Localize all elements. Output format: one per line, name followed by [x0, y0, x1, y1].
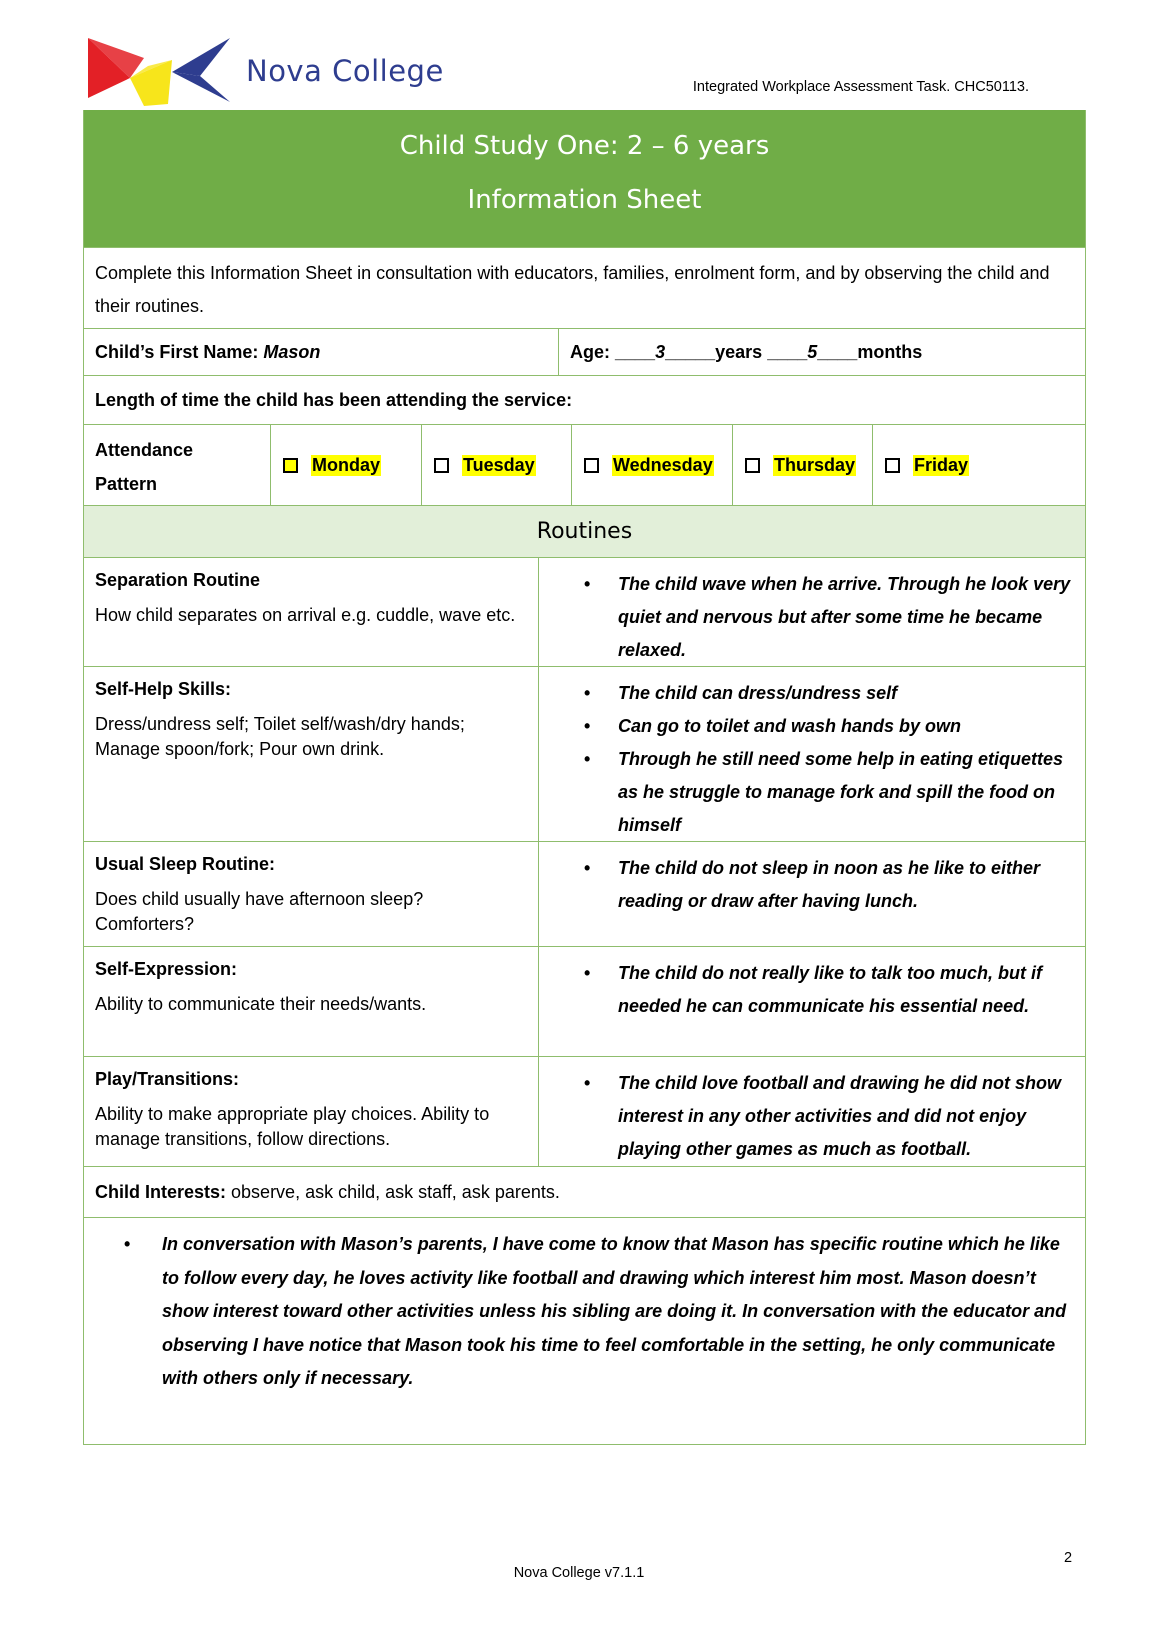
child-name-cell: [84, 329, 558, 375]
age-label: Age:: [570, 342, 610, 362]
answer-item: • The child love football and drawing he did not show interest in any other activities and did not enjoy playing other games as much as football.: [584, 1067, 1073, 1166]
information-sheet: [83, 110, 1086, 1445]
routine-row-self-expression: [84, 946, 1085, 1056]
months-label: months: [857, 342, 923, 362]
age-cell: Age: ____3_____years ____5____months: [558, 329, 1085, 375]
bullet-icon: •: [584, 683, 591, 703]
answer-item: • The child can dress/undress self: [584, 677, 1073, 710]
answer-item: • Through he still need some help in eating etiquettes as he struggle to manage fork and spill the food on himself: [584, 743, 1073, 842]
checkbox-icon[interactable]: [745, 458, 760, 473]
routine-row-separation: [84, 557, 1085, 666]
day-label: Friday: [914, 454, 969, 475]
title-banner: [84, 110, 1085, 247]
length-label: Length of time the child has been attending the service:: [95, 390, 573, 410]
routine-title: Self-Expression:: [95, 959, 238, 979]
day-thursday[interactable]: [732, 425, 872, 505]
child-name-label: Child’s First Name:: [95, 342, 259, 362]
routine-row-play: [84, 1056, 1085, 1166]
sheet-subtitle: Information Sheet: [467, 185, 702, 215]
routine-question: [84, 947, 538, 1056]
name-age-row: [84, 328, 1085, 375]
bullet-icon: •: [584, 716, 591, 736]
child-name-value: Mason: [263, 342, 321, 362]
interests-label: Child Interests:: [95, 1182, 227, 1202]
routine-answer: [538, 947, 1085, 1056]
day-monday[interactable]: [270, 425, 421, 505]
answer-item: • The child do not really like to talk too much, but if needed he can communicate his essential need.: [584, 957, 1073, 1023]
routine-question: [84, 667, 538, 841]
checkbox-icon[interactable]: [885, 458, 900, 473]
routine-row-self-help: [84, 666, 1085, 841]
routine-row-sleep: [84, 841, 1085, 946]
interests-heading: [84, 1167, 571, 1217]
age-months-value: 5: [807, 342, 818, 362]
interests-summary-row: [84, 1217, 1085, 1444]
day-friday[interactable]: [872, 425, 1085, 505]
routine-title: Play/Transitions:: [95, 1069, 240, 1089]
routine-answer: [538, 1057, 1085, 1166]
bullet-icon: •: [584, 574, 591, 594]
logo-word-nova: Nova: [246, 54, 323, 88]
attendance-row: [84, 424, 1085, 505]
routine-title: Self-Help Skills:: [95, 679, 232, 699]
routine-description: How child separates on arrival e.g. cuddle, wave etc.: [95, 605, 516, 625]
bullet-icon: •: [584, 858, 591, 878]
routine-question: [84, 1057, 538, 1166]
interests-row: [84, 1166, 1085, 1217]
intro-text: Complete this Information Sheet in consultation with educators, families, enrolment form, and by observing the child and their routines.: [95, 263, 1050, 316]
routine-description: Ability to make appropriate play choices. Ability to manage transitions, follow directions.: [95, 1104, 490, 1149]
interests-summary: [84, 1218, 1085, 1444]
routine-description: Ability to communicate their needs/wants.: [95, 994, 427, 1014]
nova-college-logo: [88, 38, 468, 110]
age-years-value: 3: [655, 342, 666, 362]
bullet-icon: •: [584, 963, 591, 983]
checkbox-icon[interactable]: [434, 458, 449, 473]
logo-word-college: College: [332, 54, 444, 88]
routines-heading: Routines: [84, 506, 1085, 557]
interests-hint: observe, ask child, ask staff, ask parents.: [226, 1182, 560, 1202]
logo-wordmark: [246, 54, 444, 88]
checkbox-icon[interactable]: [283, 458, 298, 473]
routine-title: Separation Routine: [95, 570, 261, 590]
length-row: [84, 375, 1085, 424]
attendance-label: [84, 425, 270, 505]
checkbox-icon[interactable]: [584, 458, 599, 473]
day-label: Monday: [312, 454, 381, 475]
day-label: Tuesday: [463, 454, 535, 475]
routine-answer: [538, 842, 1085, 946]
answer-item: • The child do not sleep in noon as he like to either reading or draw after having lunch.: [584, 852, 1073, 918]
day-tuesday[interactable]: [421, 425, 571, 505]
summary-item: • In conversation with Mason’s parents, I have come to know that Mason has specific routine which he like to follow every day, he loves activity like football and drawing which interest him most. Mason doesn’t show interest toward other activities unless his sibling are doing it. In conversation with the educator and observing I have notice that Mason took his time to feel comfortable in the setting, he only communicate with others only if necessary.: [124, 1228, 1073, 1396]
routine-description: Does child usually have afternoon sleep? Comforters?: [95, 889, 424, 934]
footer-version: Nova College v7.1.1: [513, 1565, 645, 1581]
day-wednesday[interactable]: [571, 425, 732, 505]
routine-question: [84, 558, 538, 666]
bullet-icon: •: [584, 749, 591, 769]
routine-question: [84, 842, 538, 946]
routine-answer: [538, 667, 1085, 841]
years-label: years: [715, 342, 763, 362]
sheet-title: Child Study One: 2 – 6 years: [399, 131, 770, 161]
attendance-label-line1: Attendance: [95, 440, 194, 460]
routine-description: Dress/undress self; Toilet self/wash/dry hands; Manage spoon/fork; Pour own drink.: [95, 714, 465, 759]
answer-item: • Can go to toilet and wash hands by own: [584, 710, 1073, 743]
bullet-icon: •: [584, 1073, 591, 1093]
bullet-icon: •: [124, 1234, 131, 1254]
routines-heading-row: [84, 505, 1085, 557]
routine-title: Usual Sleep Routine:: [95, 854, 276, 874]
answer-item: • The child wave when he arrive. Through he look very quiet and nervous but after some time he became relaxed.: [584, 568, 1073, 667]
day-label: Thursday: [774, 454, 856, 475]
nova-logo-icon: [88, 38, 238, 110]
routine-answer: [538, 558, 1085, 666]
attendance-label-line2: Pattern: [95, 474, 158, 494]
day-label: Wednesday: [613, 454, 713, 475]
page-number: 2: [1064, 1550, 1073, 1566]
task-reference: Integrated Workplace Assessment Task. CHC50113.: [692, 79, 1029, 95]
intro-row: [84, 247, 1085, 328]
